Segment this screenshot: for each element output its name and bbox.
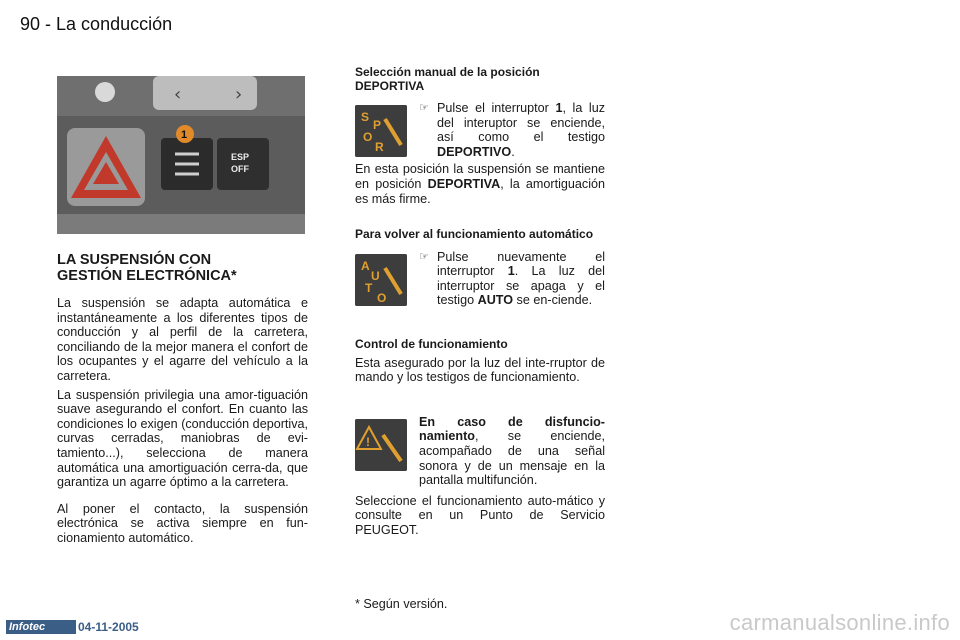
esp-label: ESP <box>231 152 250 162</box>
intro-paragraph: La suspensión se adapta automática e instantáneamente a los diferentes tipos de conducción y al perfil de la carretera, conciliando de la mejor manera el confort de los ocupantes y el agarre del vehículo a la carretera. <box>57 296 308 383</box>
subhead-control: Control de funcionamiento <box>355 337 508 352</box>
svg-text:A: A <box>361 258 370 273</box>
fan-icon <box>95 82 115 102</box>
page-header: 90 - La conducción <box>20 14 173 34</box>
sport-step-text: ☞ Pulse el interruptor 1, la luz del interuptor se enciende, así como el testigo DEPORTIVO. <box>419 101 606 159</box>
watermark: carmanualsonline.info <box>729 610 950 635</box>
svg-text:S: S <box>361 110 370 124</box>
svg-text:R: R <box>375 140 384 154</box>
section-title: LA SUSPENSIÓN CON GESTIÓN ELECTRÓNICA* <box>57 252 237 284</box>
sport-mode-icon <box>355 105 407 157</box>
svg-text:U: U <box>371 268 380 283</box>
bullet-arrow-icon: ☞ <box>419 102 429 114</box>
malfunction-step <box>355 415 605 488</box>
auto-mode-icon <box>355 254 407 306</box>
svg-text:T: T <box>365 280 373 295</box>
right-column <box>355 66 605 537</box>
svg-text:O: O <box>377 290 387 305</box>
malfunction-text: En caso de disfuncio-namiento, se enciende, acompañado de una señal sonora y de un mensaje en la pantalla multifunción. <box>419 414 605 488</box>
subhead-sport: Selección manual de la posición DEPORTIVA <box>355 65 540 93</box>
svg-text:O: O <box>363 130 373 144</box>
sport-paragraph: En esta posición la suspensión se mantiene en posición DEPORTIVA, la amortiguación es más firme. <box>355 162 606 206</box>
ignition-paragraph: Al poner el contacto, la suspensión electrónica se activa siempre en fun-cionamiento automático. <box>57 501 308 545</box>
page-number: 90 <box>20 14 41 34</box>
arrow-left-icon: ‹ <box>174 84 182 105</box>
dashboard-switch-photo <box>57 76 305 234</box>
malfunction-warning-icon <box>355 419 407 471</box>
footnote: * Según versión. <box>355 597 448 611</box>
svg-text:!: ! <box>366 434 370 449</box>
svg-text:P: P <box>373 118 382 132</box>
bullet-arrow-icon: ☞ <box>419 250 429 263</box>
callout-number: 1 <box>181 129 188 141</box>
subhead-auto: Para volver al funcionamiento automático <box>355 227 594 242</box>
off-label: OFF <box>231 164 249 174</box>
auto-step-text: ☞ Pulse nuevamente el interruptor 1. La luz del interruptor se apaga y el testigo AUTO se en-ciende. <box>419 249 605 308</box>
sport-step <box>355 101 605 159</box>
comfort-paragraph: La suspensión privilegia una amor-tiguación suave asegurando el confort. En cuanto las condiciones lo exigen (conducción deportiva, curvas cerradas, maniobras de evi-tamiento...), selecciona de manera automática una amortiguación cerra-da, que garantiza un agarre óptimo a la carretera. <box>57 387 308 490</box>
left-column <box>57 252 308 550</box>
arrow-right-icon: › <box>235 84 243 105</box>
control-paragraph: Esta asegurado por la luz del inte-rruptor de mando y los testigos de funcionamiento. <box>355 355 605 385</box>
auto-step <box>355 250 605 308</box>
footer-date: 04-11-2005 <box>78 620 139 634</box>
service-paragraph: Seleccione el funcionamiento auto-mático y consulte en un Punto de Servicio PEUGEOT. <box>355 493 605 537</box>
chapter-title: La conducción <box>56 14 173 34</box>
infotec-logo: Infotec <box>6 620 76 634</box>
